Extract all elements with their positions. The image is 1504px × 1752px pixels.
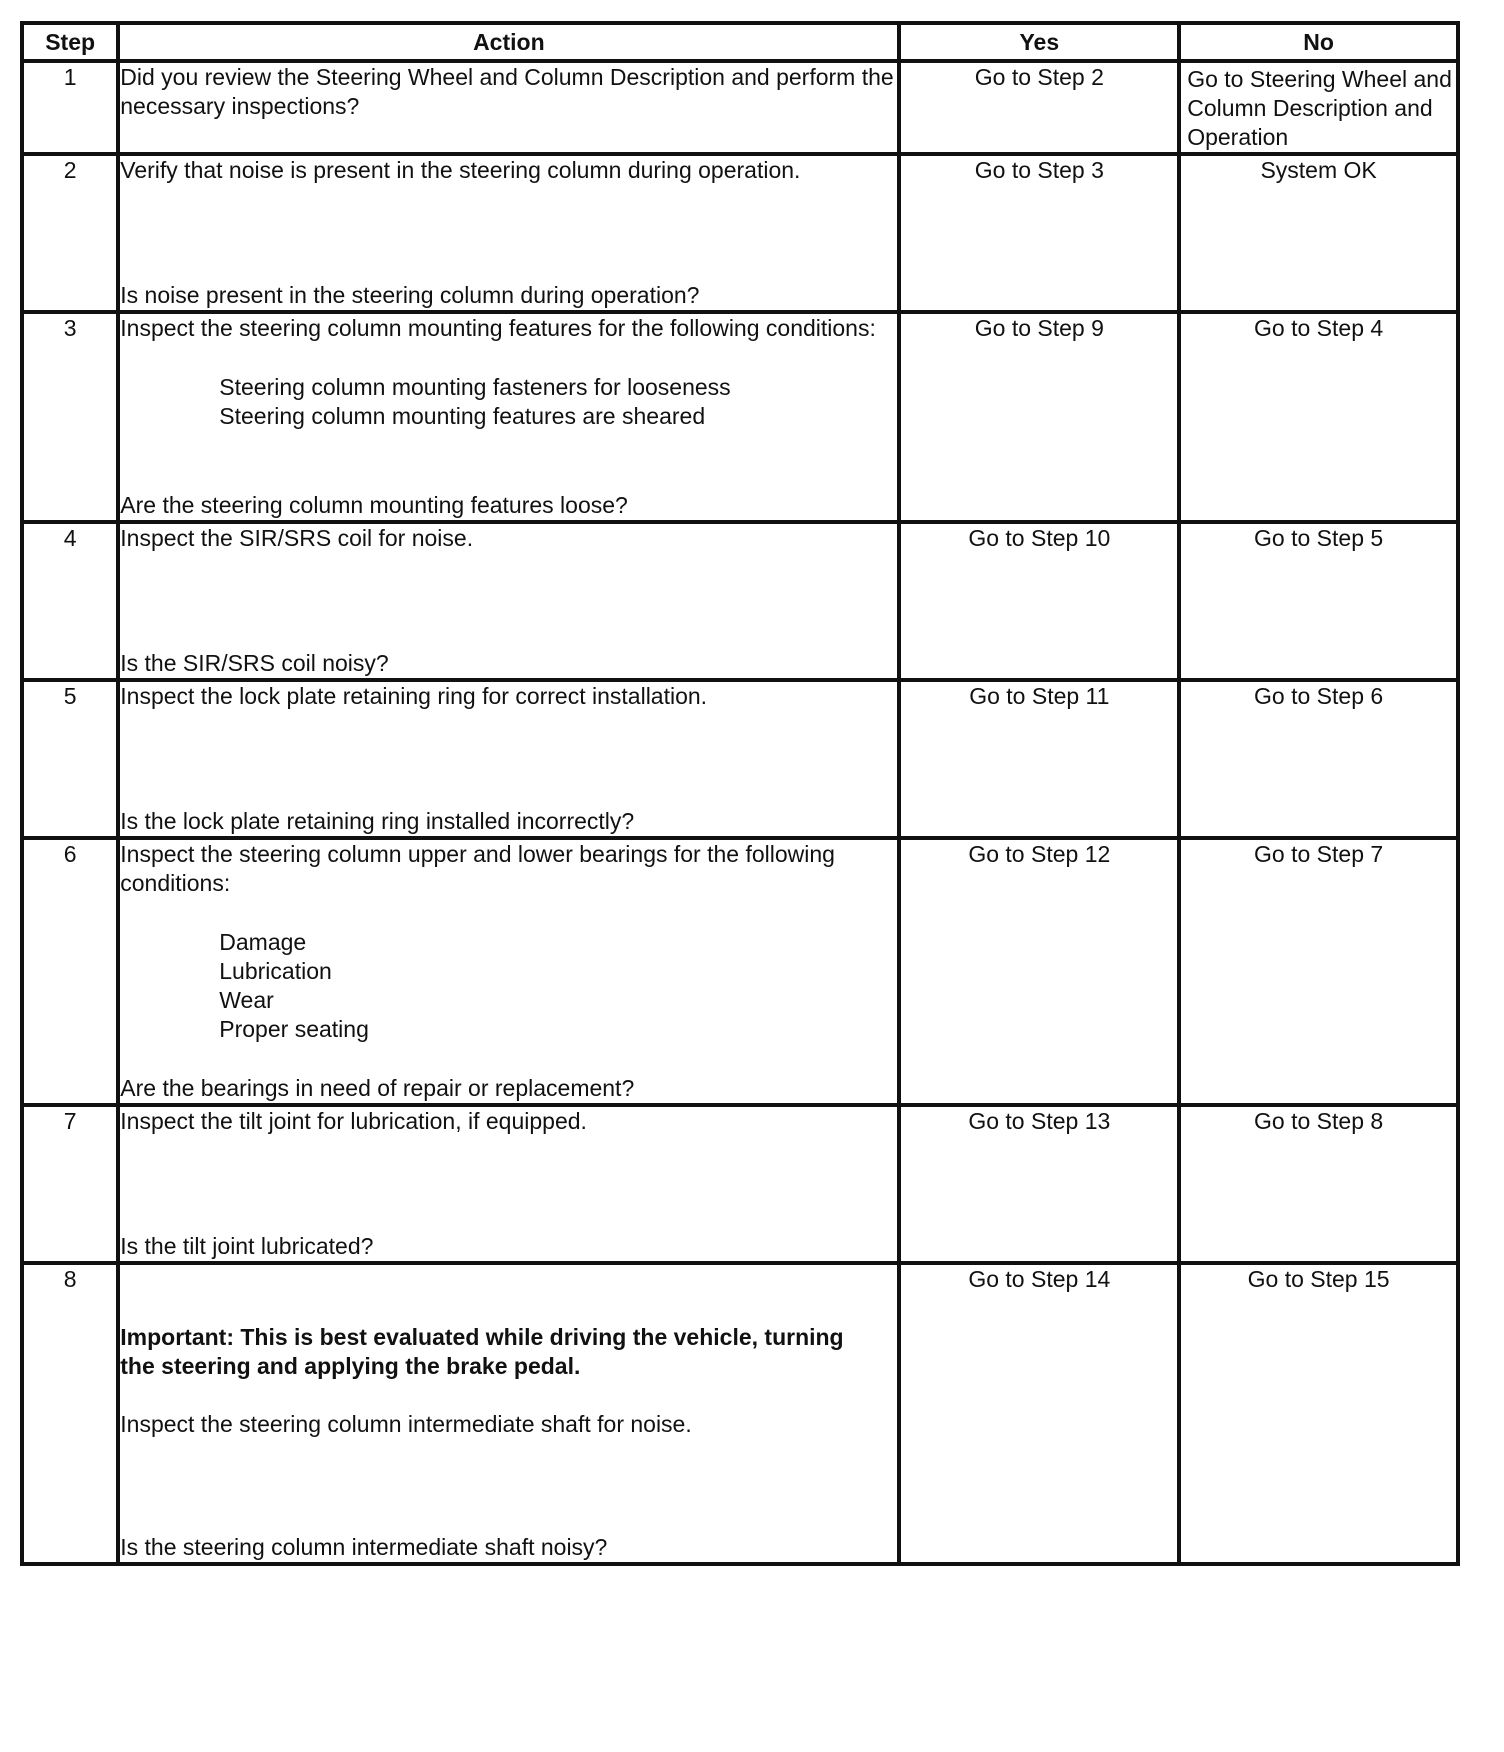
yes-result: Go to Step 14 — [899, 1263, 1179, 1564]
step-number: 4 — [22, 522, 118, 680]
header-action: Action — [118, 23, 899, 61]
yes-result: Go to Step 12 — [899, 838, 1179, 1105]
step-number: 3 — [22, 312, 118, 522]
condition-list — [219, 928, 897, 1044]
action-cell — [118, 838, 899, 1105]
action-cell — [118, 154, 899, 312]
action-question: Is the SIR/SRS coil noisy? — [120, 650, 389, 676]
action-cell — [118, 1263, 899, 1564]
list-item: Proper seating — [219, 1016, 369, 1042]
action-cell — [118, 1105, 899, 1263]
action-text: Inspect the steering column intermediate shaft for noise. — [120, 1411, 692, 1437]
no-result: Go to Step 6 — [1179, 680, 1458, 838]
diagnostic-table — [20, 21, 1460, 1566]
yes-result: Go to Step 10 — [899, 522, 1179, 680]
condition-list — [219, 373, 897, 431]
no-result: Go to Step 5 — [1179, 522, 1458, 680]
action-question: Is the lock plate retaining ring installed incorrectly? — [120, 808, 635, 834]
yes-result: Go to Step 9 — [899, 312, 1179, 522]
table-row — [22, 1263, 1458, 1564]
header-step: Step — [22, 23, 118, 61]
table-row — [22, 61, 1458, 154]
no-result: Go to Step 4 — [1179, 312, 1458, 522]
list-item: Damage — [219, 929, 307, 955]
list-item: Steering column mounting fasteners for looseness — [219, 374, 731, 400]
step-number: 2 — [22, 154, 118, 312]
yes-result: Go to Step 11 — [899, 680, 1179, 838]
action-cell — [118, 312, 899, 522]
action-text: Inspect the SIR/SRS coil for noise. — [120, 525, 474, 551]
action-question: Is the tilt joint lubricated? — [120, 1233, 374, 1259]
table-header-row — [22, 23, 1458, 61]
yes-result: Go to Step 13 — [899, 1105, 1179, 1263]
action-text: Inspect the lock plate retaining ring for correct installation. — [120, 683, 708, 709]
step-number: 7 — [22, 1105, 118, 1263]
action-question: Are the steering column mounting features loose? — [120, 492, 628, 518]
table-row — [22, 154, 1458, 312]
table-row — [22, 312, 1458, 522]
list-item: Lubrication — [219, 958, 332, 984]
yes-result: Go to Step 2 — [899, 61, 1179, 154]
table-row — [22, 680, 1458, 838]
no-result: Go to Steering Wheel and Column Description and Operation — [1179, 61, 1458, 154]
important-note: Important: This is best evaluated while driving the vehicle, turning the steering and applying the brake pedal. — [120, 1324, 844, 1379]
table-row — [22, 1105, 1458, 1263]
action-question: Are the bearings in need of repair or replacement? — [120, 1075, 635, 1101]
step-number: 5 — [22, 680, 118, 838]
no-result: Go to Step 7 — [1179, 838, 1458, 1105]
header-no: No — [1179, 23, 1458, 61]
step-number: 1 — [22, 61, 118, 154]
action-cell — [118, 522, 899, 680]
table-row — [22, 522, 1458, 680]
action-question: Is noise present in the steering column during operation? — [120, 282, 700, 308]
action-text: Inspect the steering column mounting features for the following conditions: — [120, 315, 876, 341]
list-item: Steering column mounting features are sheared — [219, 403, 706, 429]
step-number: 6 — [22, 838, 118, 1105]
action-text: Inspect the tilt joint for lubrication, if equipped. — [120, 1108, 587, 1134]
action-text: Inspect the steering column upper and lower bearings for the following conditions: — [120, 841, 835, 896]
list-item: Wear — [219, 987, 274, 1013]
action-cell — [118, 61, 899, 154]
step-number: 8 — [22, 1263, 118, 1564]
yes-result: Go to Step 3 — [899, 154, 1179, 312]
no-result: Go to Step 15 — [1179, 1263, 1458, 1564]
action-text: Verify that noise is present in the steering column during operation. — [120, 157, 801, 183]
no-result: Go to Step 8 — [1179, 1105, 1458, 1263]
action-question: Is the steering column intermediate shaft noisy? — [120, 1534, 608, 1560]
action-text: Did you review the Steering Wheel and Column Description and perform the necessary inspections? — [120, 64, 894, 119]
header-yes: Yes — [899, 23, 1179, 61]
no-result: System OK — [1179, 154, 1458, 312]
table-row — [22, 838, 1458, 1105]
action-cell — [118, 680, 899, 838]
